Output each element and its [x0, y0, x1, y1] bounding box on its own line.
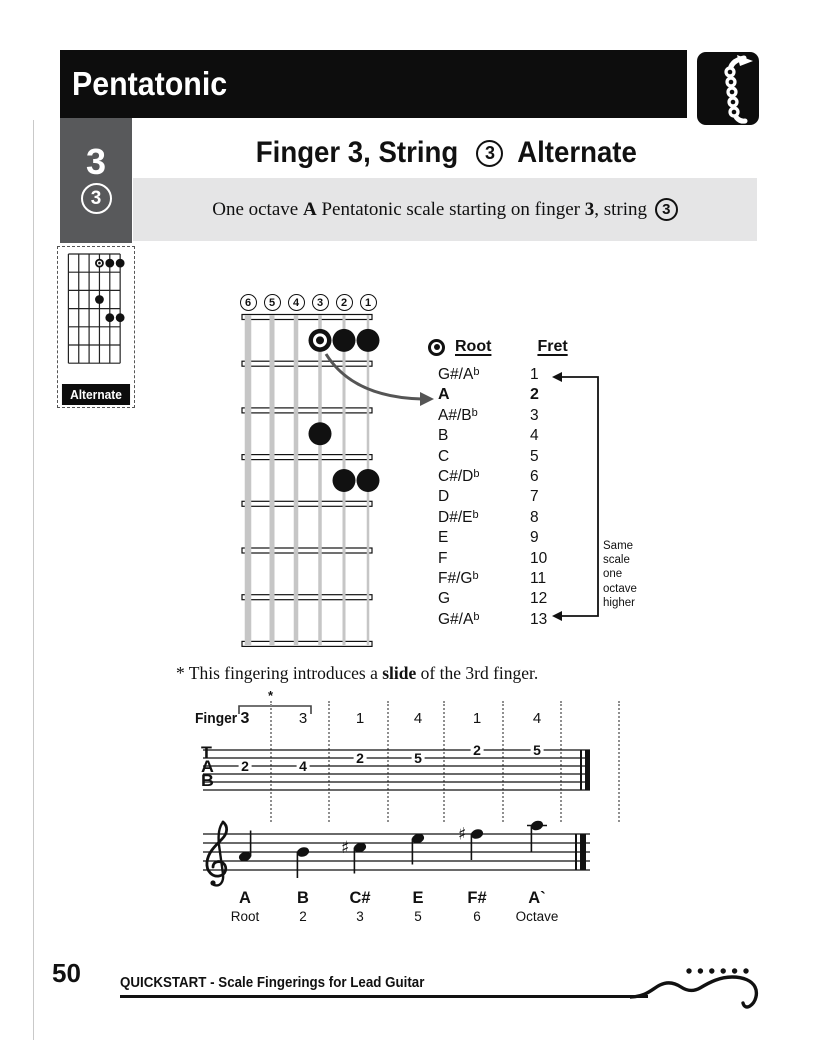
- note-table-header: [428, 338, 568, 356]
- note-table-row: $C\#/D^b$ 6: [438, 467, 539, 485]
- tab-letter-T: T: [201, 743, 212, 762]
- treble-clef-icon: [207, 822, 227, 886]
- page-title-string-circle: 3: [476, 140, 503, 167]
- note-table-row: $A\#/B^b$ 3: [438, 406, 539, 424]
- scale-description: [133, 178, 757, 241]
- finger-string-badge: [60, 118, 132, 243]
- page-title-post: Alternate: [517, 136, 638, 169]
- finger-number: 3: [298, 710, 308, 727]
- octave-annotation: [603, 539, 637, 610]
- note-table-row: $G\#/A^b$ 13: [438, 610, 548, 628]
- octave-annotation-line: higher: [603, 596, 635, 609]
- note-table-row: A 2: [438, 386, 539, 404]
- chapter-title: Pentatonic: [71, 65, 228, 102]
- note-table-row: B 4: [438, 427, 539, 445]
- footer-rule: [120, 995, 648, 998]
- note-table-row: E 9: [438, 529, 539, 547]
- page-scan-artifact: [33, 120, 34, 1040]
- text-segment: A: [302, 198, 317, 220]
- finger-number: 3: [240, 710, 250, 727]
- svg-text:♯: ♯: [341, 838, 350, 858]
- text-segment: Pentatonic scale starting on finger: [316, 198, 585, 220]
- root-column-header: Root: [455, 338, 492, 355]
- note-table-row: $F\#/G^b$ 11: [438, 569, 547, 587]
- finger-number: 1: [355, 710, 365, 727]
- octave-annotation-line: octave: [603, 582, 637, 595]
- fret-column-header: Fret: [537, 338, 568, 355]
- alternate-label: Alternate: [62, 384, 130, 405]
- guitar-headstock-icon: [697, 52, 759, 125]
- octave-annotation-line: Same: [603, 540, 634, 552]
- octave-annotation-line: one: [603, 568, 623, 581]
- music-staff: [195, 812, 627, 894]
- page-title: [133, 131, 757, 175]
- note-degree: 3: [356, 909, 364, 924]
- note-table-row: G 12: [438, 590, 548, 608]
- string-number-2: 2: [336, 294, 353, 311]
- note-table-row: C 5: [438, 447, 539, 465]
- note-name: A`: [528, 889, 546, 907]
- chapter-header-bar: [60, 50, 687, 118]
- note-table-row: $G\#/A^b$ 1: [438, 366, 539, 383]
- root-ring-icon: [428, 339, 445, 356]
- note-name: C#: [349, 889, 371, 907]
- text-segment: * This fingering introduces a: [176, 663, 383, 683]
- svg-text:♯: ♯: [458, 824, 467, 845]
- octave-annotation-line: scale: [603, 554, 630, 567]
- text-segment: slide: [382, 663, 417, 683]
- tab-fret-number: 4: [297, 759, 310, 773]
- note-degree: Root: [230, 909, 260, 924]
- string-number-5: 5: [264, 294, 281, 311]
- root-to-table-arrow: [300, 342, 445, 408]
- string-number-1: 1: [360, 294, 377, 311]
- string-number-3: 3: [312, 294, 329, 311]
- slide-bracket-asterisk: *: [268, 688, 274, 703]
- page-number: 50: [52, 958, 81, 988]
- tab-letter-A: A: [201, 757, 214, 776]
- text-segment: , string: [594, 198, 652, 220]
- note-table-row: D 7: [438, 488, 539, 506]
- guitar-silhouette-icon: [630, 950, 816, 1020]
- tab-letter-B: B: [201, 771, 214, 790]
- text-segment: One octave: [212, 198, 303, 220]
- note-name: A: [239, 889, 251, 907]
- mini-fretboard-thumbnail: [57, 246, 135, 408]
- tab-fret-number: 2: [354, 751, 367, 765]
- slide-footnote: [176, 663, 538, 684]
- note-name: E: [412, 889, 424, 907]
- note-degree: Octave: [515, 909, 559, 924]
- note-degree: 6: [473, 909, 481, 924]
- note-degree: 2: [299, 909, 307, 924]
- note-name: F#: [467, 889, 487, 907]
- string-number-4: 4: [288, 294, 305, 311]
- finger-number: 3: [85, 141, 107, 182]
- tab-fret-number: 2: [239, 759, 252, 773]
- string-number-6: 6: [240, 294, 257, 311]
- text-segment: 3: [584, 198, 595, 220]
- tab-fret-number: 5: [531, 743, 544, 757]
- finger-number: 4: [532, 710, 542, 727]
- mini-fretboard-grid: [58, 247, 133, 379]
- note-degree: 5: [414, 909, 422, 924]
- finger-number: 4: [413, 710, 423, 727]
- finger-row-label: Finger: [195, 710, 238, 727]
- note-table-row: F 10: [438, 549, 548, 567]
- headstock-glyph: [697, 52, 759, 125]
- finger-number: 1: [472, 710, 482, 727]
- tab-fret-number: 2: [471, 743, 484, 757]
- note-name: B: [297, 889, 309, 907]
- circled-number: 3: [655, 198, 678, 221]
- book-title: QUICKSTART - Scale Fingerings for Lead Guitar: [120, 975, 425, 991]
- page-title-pre: Finger 3, String: [256, 136, 459, 169]
- text-segment: of the 3rd finger.: [416, 663, 539, 683]
- string-number-circle: 3: [81, 183, 112, 214]
- note-table-row: $D\#/E^b$ 8: [438, 508, 539, 526]
- tab-fret-number: 5: [412, 751, 425, 765]
